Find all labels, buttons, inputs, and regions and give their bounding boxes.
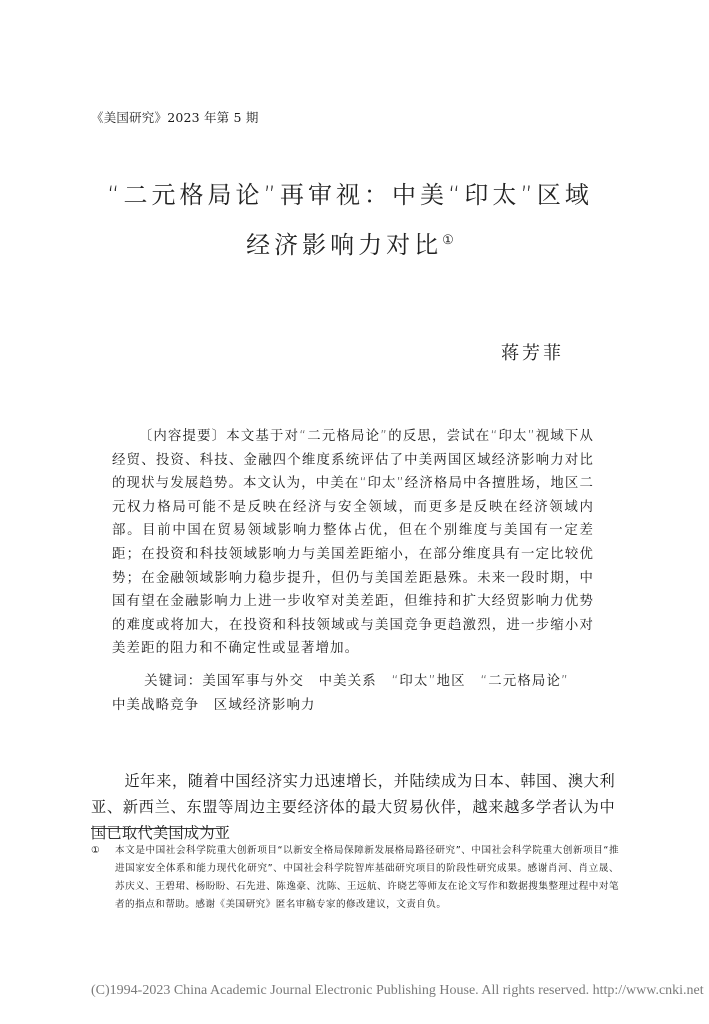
footnote-text: 本文是中国社会科学院重大创新项目“以新安全格局保障新发展格局路径研究”、中国社会科学院重大创新项目“推进国家安全体系和能力现代化研究”、中国社会科学院智库基础研究项目的阶段性研究成果。感谢肖河、肖立晟、苏庆义、王碧珺、杨盼盼、石先进、陈逸豪、沈陈、王远航、许晓艺等师友在论文写作和数据搜集整理过程中对笔者的指点和帮助。感谢《美国研究》匿名审稿专家的修改建议，文责自负。 xyxy=(115,845,619,910)
article-title-line1 xyxy=(60,172,640,218)
keywords-paragraph: 关键词：美国军事与外交 中美关系 “印太”地区 “二元格局论” 中美战略竞争 区域经济影响力 xyxy=(112,674,584,713)
title-line1-text: “二元格局论”再审视：中美“印太”区域 xyxy=(107,181,593,209)
article-title-line2 xyxy=(60,218,640,268)
title-line2-text: 经济影响力对比 xyxy=(246,231,443,259)
copyright-notice: (C)1994-2023 China Academic Journal Electronic Publishing House. All rights reserved. http://www.cnki.net xyxy=(91,983,704,998)
title-footnote-mark[interactable]: ① xyxy=(442,233,454,248)
abstract-paragraph: 〔内容提要〕本文基于对“二元格局论”的反思，尝试在“印太”视域下从经贸、投资、科技、金融四个维度系统评估了中美两国区域经济影响力对比的现状与发展趋势。本文认为，中美在“印太”经济格局中各擅胜场，地区二元权力格局可能不是反映在经济与安全领域，而更多是反映在经济领域内部。目前中国在贸易领域影响力整体占优，但在个别维度与美国有一定差距；在投资和科技领域影响力与美国差距缩小，在部分维度具有一定比较优势；在金融领域影响力稳步提升，但仍与美国差距悬殊。未来一段时期，中国有望在金融影响力上进一步收窄对美差距，但维持和扩大经贸影响力优势的难度或将加大，在投资和科技领域或与美国竞争更趋激烈，进一步缩小对美差距的阻力和不确定性或显著增加。 xyxy=(112,429,594,657)
journal-issue-header: 《美国研究》2023 年第 5 期 xyxy=(91,110,259,125)
author-name: 蒋芳菲 xyxy=(501,343,564,364)
footnote xyxy=(91,842,619,914)
footnote-divider xyxy=(91,828,223,829)
body-paragraph: 近年来，随着中国经济实力迅速增长，并陆续成为日本、韩国、澳大利亚、新西兰、东盟等周边主要经济体的最大贸易伙伴，越来越多学者认为中国已取代美国成为亚 xyxy=(91,772,615,842)
footnote-number: ① xyxy=(91,845,101,856)
